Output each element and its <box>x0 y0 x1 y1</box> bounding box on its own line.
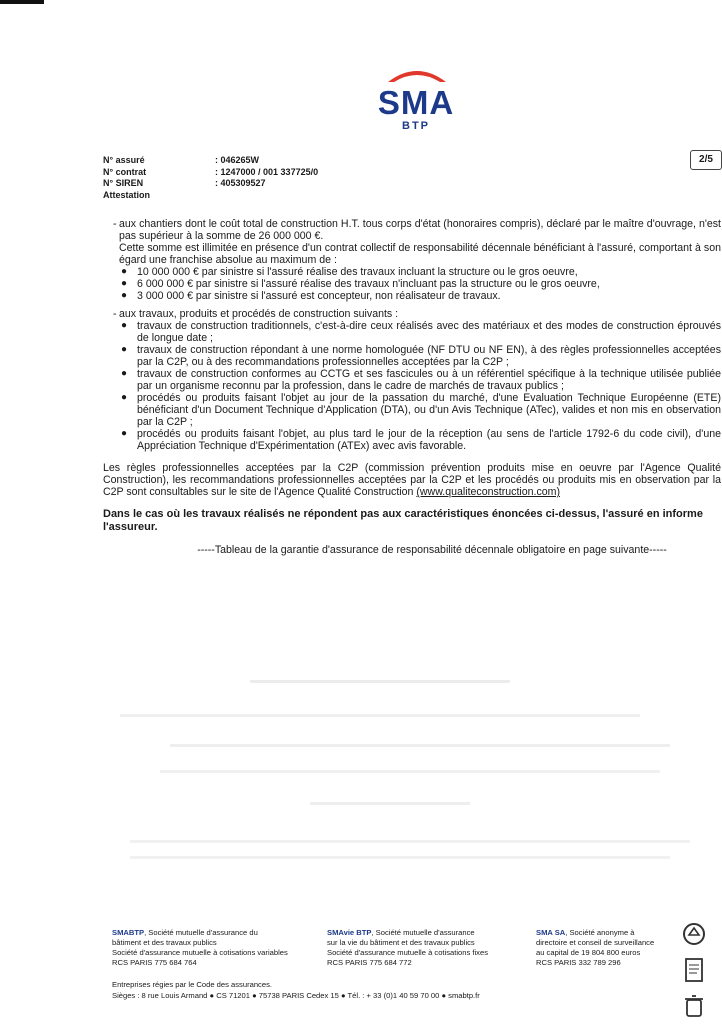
show-through-line <box>170 744 670 747</box>
qualiteconstruction-link[interactable]: (www.qualiteconstruction.com) <box>416 486 561 498</box>
section1-paragraph: Cette somme est illimitée en présence d'un contrat collectif de responsabilité décennale bénéficiant à l'assuré, comportant à son égard une franchise absolue au maximum de : <box>119 242 721 266</box>
sma-btp-logo <box>356 66 476 132</box>
list-item: ● 10 000 000 € par sinistre si l'assuré réalise des travaux incluant la structure ou le gros oeuvre, <box>121 266 578 278</box>
logo-subtext: BTP <box>402 120 430 132</box>
footer-icons <box>682 922 712 1029</box>
list-item: ● 3 000 000 € par sinistre si l'assuré est concepteur, non réalisateur de travaux. <box>121 290 501 302</box>
list-item: ● 6 000 000 € par sinistre si l'assuré réalise des travaux n'incluant pas la structure ou le gros oeuvre, <box>121 278 600 290</box>
show-through-line <box>130 856 670 859</box>
rules-paragraph: Les règles professionnelles acceptées par la C2P (commission prévention produits mise en oeuvre par l'Agence Qualité Construction), les recommandations professionnelles acceptées par la C2P et les procédés ou produits mis en observation par la C2P sont consultables sur le site de l'Agence Qualité Construction (www.qualiteconstruction.com) <box>103 462 721 498</box>
list-item: ● travaux de construction répondant à une norme homologuée (NF DTU ou NF EN), à des règles professionnelles acceptées par la C2P, ou à des recommandations professionnelles acceptées par la C2P ; <box>121 344 721 368</box>
document-icon <box>682 957 712 988</box>
id-row-assure: N° assuré : 046265W <box>103 155 260 165</box>
warning-paragraph: Dans le cas où les travaux réalisés ne répondent pas aux caractéristiques énoncées ci-dessus, l'assuré en informe l'assureur. <box>103 508 703 533</box>
bullet-icon: ● <box>121 344 128 355</box>
show-through-line <box>250 680 510 683</box>
logo-text: SMA <box>377 84 455 121</box>
section2-intro: - aux travaux, produits et procédés de construction suivants : <box>113 308 399 320</box>
recycle-icon <box>682 922 712 951</box>
list-item: ● procédés ou produits faisant l'objet au jour de la passation du marché, d'une Evaluation Technique Européenne (ETE) bénéficiant d'un Document Technique d'Application (DTA), ou d'un Avis Technique (ATec), valides et non mis en observation par la C2P ; <box>121 392 721 428</box>
bullet-icon: ● <box>121 368 128 379</box>
footer-address-block <box>112 979 480 1001</box>
list-item: ● procédés ou produits faisant l'objet, au plus tard le jour de la réception (au sens de l'article 1792-6 du code civil), d'une Appréciation Technique d'Expérimentation (ATEx) avec avis favorable. <box>121 428 721 452</box>
footer-address: Sièges : 8 rue Louis Armand ● CS 71201 ● 75738 PARIS Cedex 15 ● Tél. : + 33 (0)1 40 59 70 00 ● smabtp.fr <box>112 991 480 1000</box>
list-item: ● travaux de construction conformes au CCTG et ses fascicules ou à un référentiel spécifique à la technique utilisée publiée par un organisme reconnu par la profession, dans le cadre de marchés de travaux publics ; <box>121 368 721 392</box>
list-item: ● travaux de construction traditionnels, c'est-à-dire ceux réalisés avec des matériaux et des modes de construction éprouvés de longue date ; <box>121 320 721 344</box>
document-body <box>103 218 721 556</box>
table-note: -----Tableau de la garantie d'assurance de responsabilité décennale obligatoire en page suivante----- <box>197 544 667 556</box>
id-row-contrat: N° contrat : 1247000 / 001 337725/0 <box>103 166 319 177</box>
footer-smabtp: SMABTP, Société mutuelle d'assurance du bâtiment et des travaux publics Société d'assurance mutuelle à cotisations variables RCS PARIS 775 684 764 <box>112 928 288 967</box>
bullet-icon: ● <box>121 320 128 331</box>
footer-smavie: SMAvie BTP, Société mutuelle d'assurance sur la vie du bâtiment et des travaux publics Société d'assurance mutuelle à cotisations fixes RCS PARIS 775 684 772 <box>327 928 489 967</box>
bullet-icon: ● <box>121 392 128 403</box>
show-through-line <box>310 802 470 805</box>
show-through-line <box>130 840 690 843</box>
section2-bullets <box>103 320 721 452</box>
logo-arc-icon <box>386 66 448 84</box>
section1-bullets <box>103 266 721 302</box>
id-row-attestation: Attestation <box>103 189 150 200</box>
show-through-line <box>160 770 660 773</box>
identifiers-block <box>103 155 318 201</box>
footer-regulation: Entreprises régies par le Code des assurances. <box>112 980 272 989</box>
footer-smasa: SMA SA, Société anonyme à directoire et conseil de surveillance au capital de 19 804 800 euros RCS PARIS 332 789 296 <box>536 928 655 967</box>
bullet-icon: ● <box>121 290 128 301</box>
bullet-icon: ● <box>121 266 128 277</box>
bin-icon <box>682 994 712 1023</box>
id-row-siren: N° SIREN : 405309527 <box>103 178 266 188</box>
bullet-icon: ● <box>121 428 128 439</box>
bullet-icon: ● <box>121 278 128 289</box>
section1-intro: - aux chantiers dont le coût total de construction H.T. tous corps d'état (honoraires compris), déclaré par le maître d'ouvrage, n'est pas supérieur à la somme de 26 000 000 €. <box>113 218 721 242</box>
scan-mark <box>0 0 44 4</box>
page-number: 2/5 <box>690 150 722 170</box>
show-through-line <box>120 714 640 717</box>
